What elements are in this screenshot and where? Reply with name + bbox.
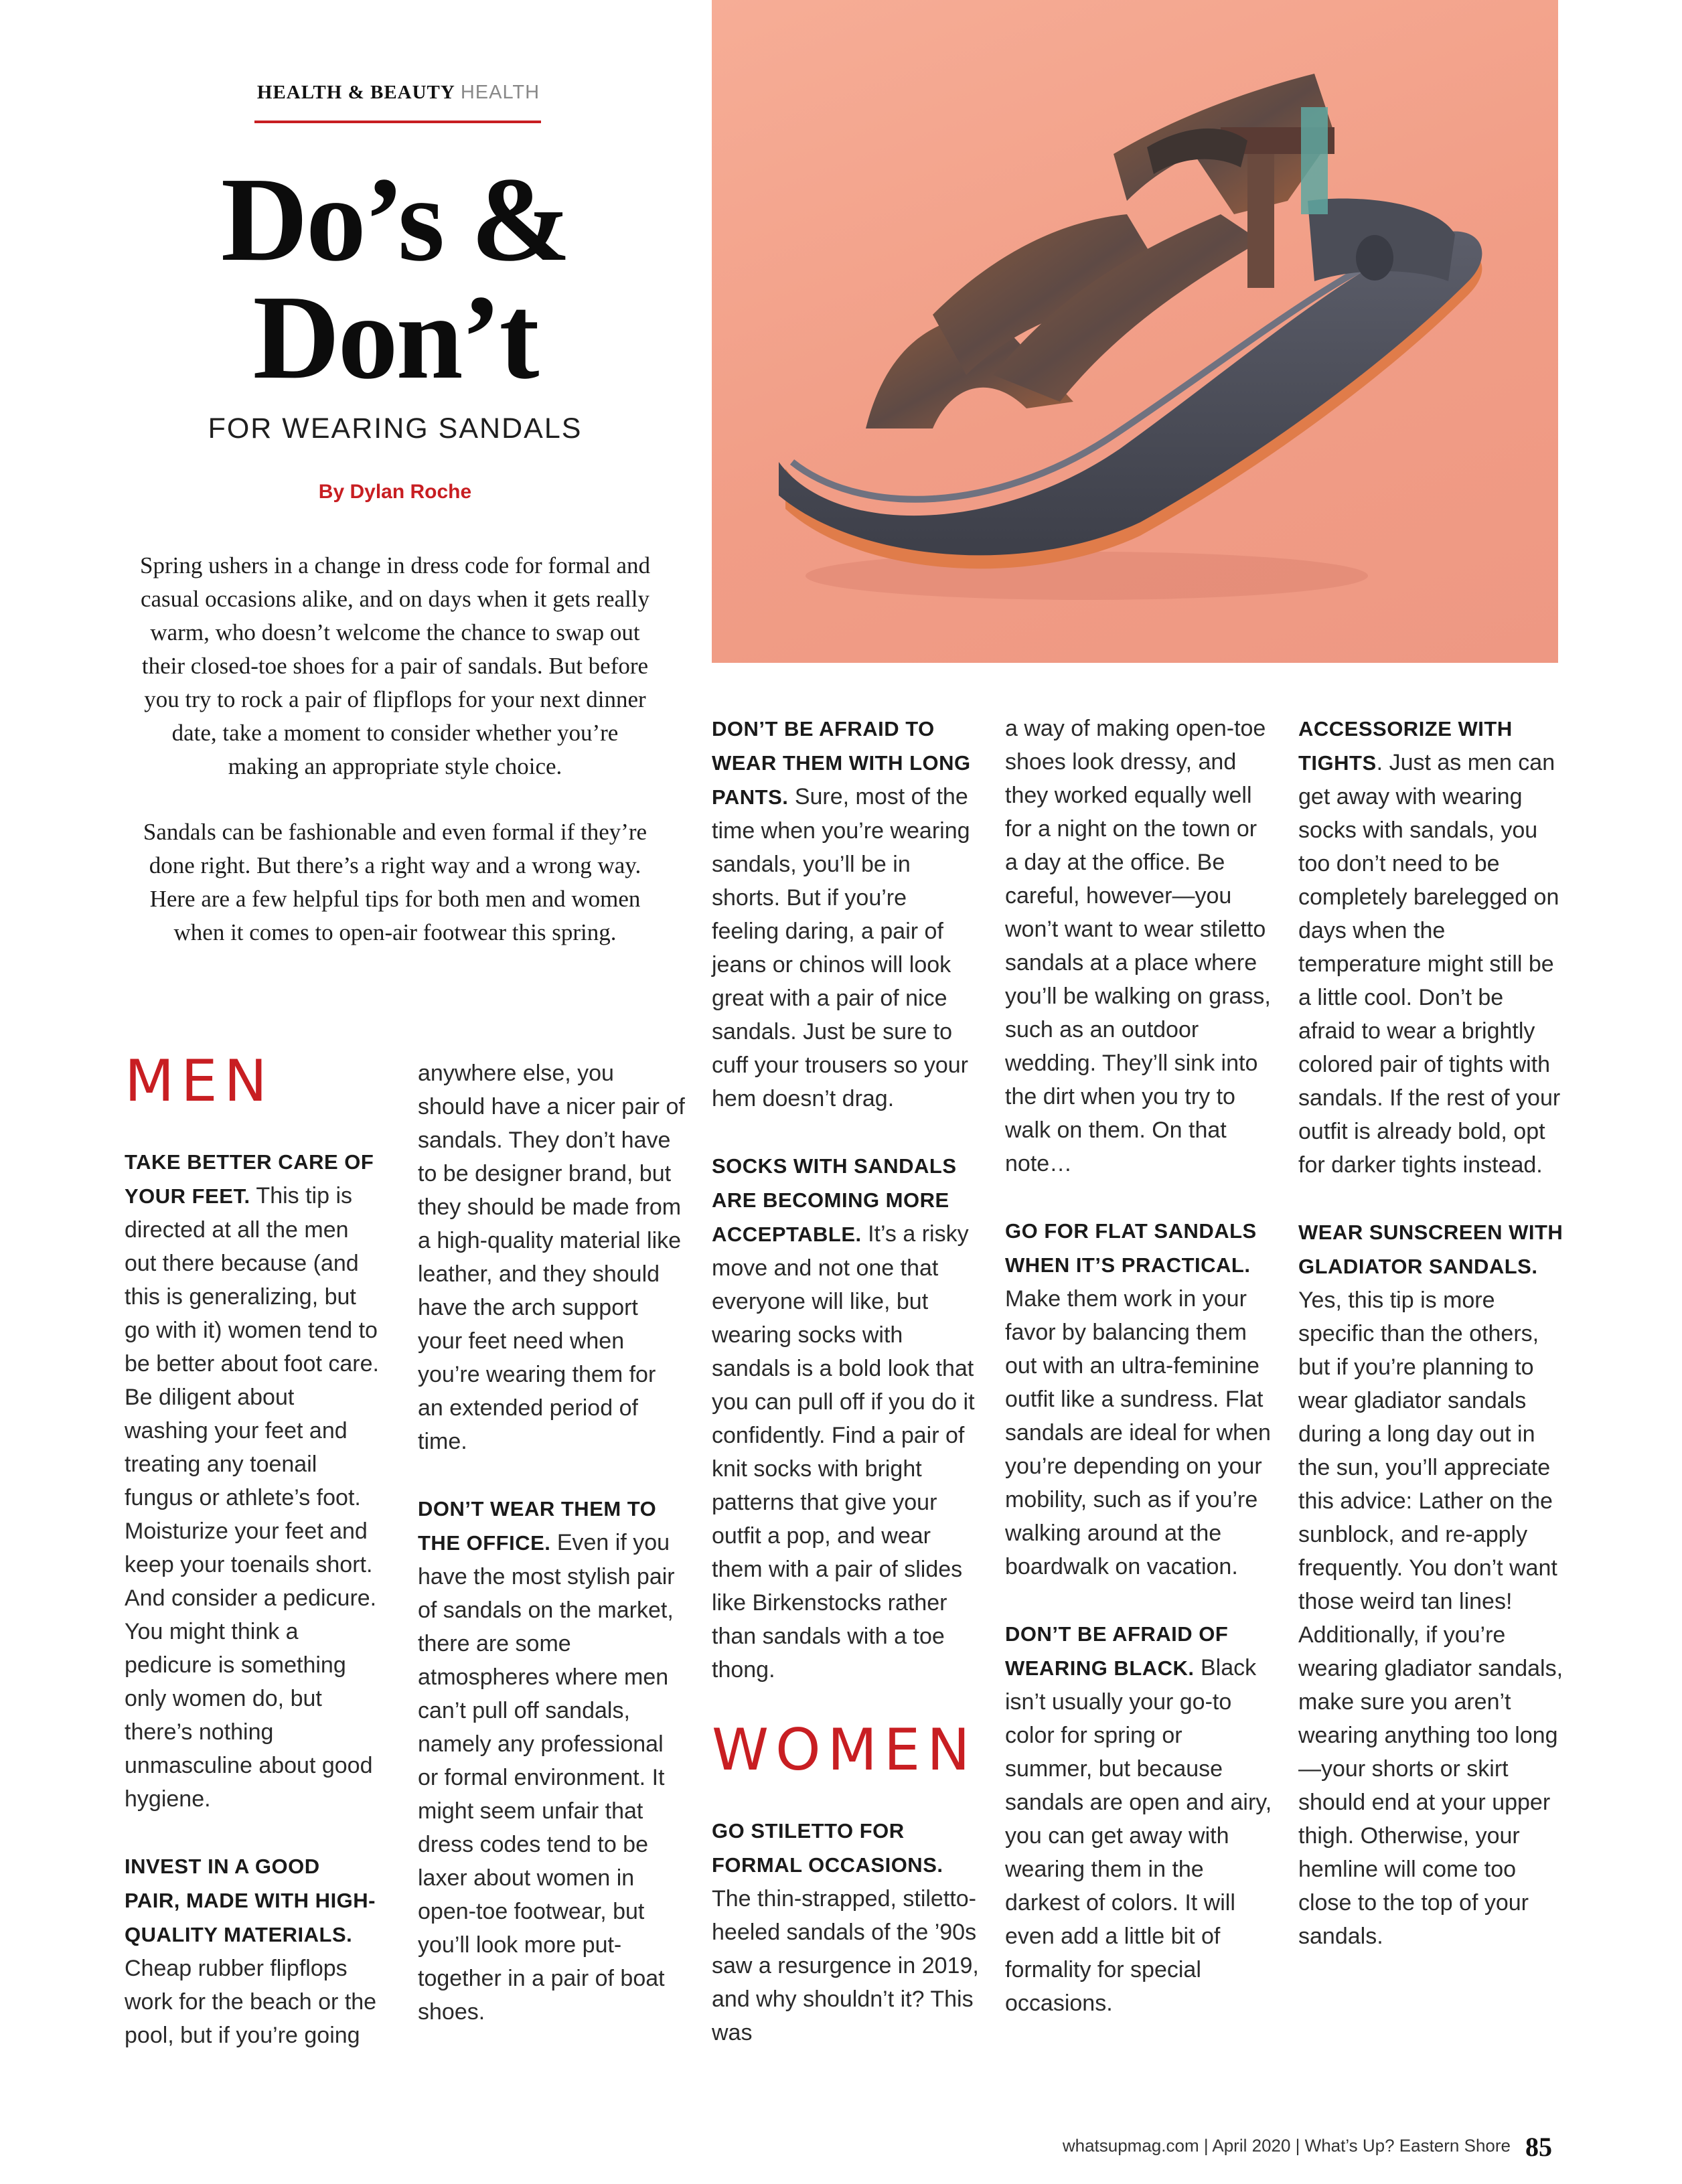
tip-body: This tip is directed at all the men out there because (and this is generalizing, but go with it) women tend to be better about foot care. Be diligent about washing your feet and treating any toenail fungus or athlete’s foot. Moisturize your feet and keep your toenails short. And consider a pedicure. You might think a pedicure is something only women do, but there’s nothing unmasculine about good hygiene. bbox=[125, 1183, 379, 1812]
tip-women-3 bbox=[1005, 1617, 1273, 2020]
title-line-1: Do’s & bbox=[220, 153, 570, 286]
page-number: 85 bbox=[1525, 2132, 1552, 2162]
men-heading: MEN bbox=[125, 1048, 274, 1115]
tip-men-1 bbox=[125, 1145, 379, 1816]
tip-heading: WEAR SUNSCREEN WITH GLADIATOR SANDALS. bbox=[1298, 1221, 1563, 1278]
title-line-2: Don’t bbox=[252, 270, 538, 404]
section-label bbox=[254, 82, 542, 104]
sandal-illustration bbox=[712, 0, 1558, 663]
sandal-photo bbox=[712, 0, 1558, 663]
tip-body: . Just as men can get away with wearing socks with sandals, you too don’t need to be completely barelegged on days when the temperature might still be a little cool. Don’t be afraid to wear a brightly colored pair of tights with sandals. If the rest of your outfit is already bold, opt for darker tights instead. bbox=[1298, 750, 1561, 1178]
tip-women-1 bbox=[712, 1814, 980, 2049]
tip-body: It’s a risky move and not one that everyone will like, but wearing socks with sandals is a bold look that you can pull off if you do it confidently. Find a pair of knit socks with bright patterns that give your outfit a pop, and wear them with a pair of slides like Birkenstocks rather than sandals with a toe thong. bbox=[712, 1221, 975, 1683]
tip-men-5 bbox=[712, 1149, 980, 1687]
tip-body: Cheap rubber flipflops work for the beach or the pool, but if you’re going bbox=[125, 1956, 377, 2048]
tip-heading: GO STILETTO FOR FORMAL OCCASIONS. bbox=[712, 1819, 943, 1877]
tip-body: The thin-strapped, stiletto-heeled sandals of the ’90s saw a resurgence in 2019, and why shouldn’t it? This was bbox=[712, 1886, 979, 2045]
column-4 bbox=[1005, 712, 1273, 2053]
intro-paragraph: Spring ushers in a change in dress code for formal and casual occasions alike, and on days when it gets really warm, who doesn’t welcome the chance to swap out their closed-toe shoes for a pair of sandals. But before you try to rock a pair of flipflops for your next dinner date, take a moment to consider whether you’re making an appropriate style choice. bbox=[139, 552, 650, 779]
tip-men-3 bbox=[418, 1492, 686, 2029]
tip-women-1-cont: a way of making open-toe shoes look dressy, and they worked equally well for a night on the town or a day at the office. Be careful, however—you won’t want to wear stiletto sandals at a place where you’ll be walking on grass, such as an outdoor wedding. They’ll sink into the dirt when you try to walk on them. On that note… bbox=[1005, 716, 1271, 1176]
column-5 bbox=[1298, 712, 1566, 1986]
tip-heading: GO FOR FLAT SANDALS WHEN IT’S PRACTICAL. bbox=[1005, 1219, 1257, 1277]
tip-women-5 bbox=[1298, 1215, 1566, 1953]
tip-body: Even if you have the most stylish pair of sandals on the market, there are some atmospheres where men can’t pull off sandals, namely any professional or formal environment. It might seem unfair that dress codes tend to be laxer about women in open-toe footwear, but you’ll look more put-together in a pair of boat shoes. bbox=[418, 1530, 675, 2025]
section-name: HEALTH & BEAUTY bbox=[256, 82, 455, 103]
tip-body: Make them work in your favor by balancing them out with an ultra-feminine outfit like a sundress. Flat sandals are ideal for when you’re depending on your mobility, such as if you’re walking around at the boardwalk on vacation. bbox=[1005, 1286, 1271, 1579]
section-rule bbox=[254, 121, 541, 123]
tip-heading: DON’T BE AFRAID OF WEARING BLACK. bbox=[1005, 1622, 1229, 1680]
tip-body: Sure, most of the time when you’re wearing sandals, you’ll be in shorts. But if you’re feeling daring, a pair of jeans or chinos will look great with a pair of nice sandals. Just be sure to cuff your trousers so your hem doesn’t drag. bbox=[712, 784, 970, 1111]
tip-heading: TAKE BETTER CARE OF YOUR FEET. bbox=[125, 1150, 374, 1208]
footer-text: whatsupmag.com | April 2020 | What’s Up? Eastern Shore bbox=[1062, 2135, 1511, 2156]
tip-heading: DON’T BE AFRAID TO WEAR THEM WITH LONG PANTS. bbox=[712, 717, 971, 809]
tip-women-4 bbox=[1298, 712, 1566, 1182]
tip-women-2 bbox=[1005, 1214, 1273, 1583]
article-title bbox=[167, 153, 623, 404]
tip-body: Black isn’t usually your go-to color for spring or summer, but because sandals are open and airy, you can get away with wearing them in the darkest of colors. It will even add a little bit of formality for special occasions. bbox=[1005, 1655, 1272, 2016]
article-subtitle: FOR WEARING SANDALS bbox=[208, 412, 583, 445]
column-3 bbox=[712, 712, 980, 2083]
tip-men-4 bbox=[712, 712, 980, 1115]
column-2 bbox=[418, 1057, 686, 2062]
byline: By Dylan Roche bbox=[318, 481, 472, 503]
tip-heading: DON’T WEAR THEM TO THE OFFICE. bbox=[418, 1497, 657, 1555]
subsection-name: HEALTH bbox=[460, 82, 540, 103]
tip-body: Yes, this tip is more specific than the others, but if you’re planning to wear gladiator sandals during a long day out in the sun, you’ll appreciate this advice: Lather on the sunblock, and re-apply frequently. You don’t want those weird tan lines! Additionally, if you’re wearing gladiator sandals, make sure you aren’t wearing anything too long—your shorts or skirt should end at your upper thigh. Otherwise, your hemline will come too close to the top of your sandals. bbox=[1298, 1288, 1563, 1949]
intro bbox=[137, 549, 653, 982]
tip-men-2 bbox=[125, 1849, 379, 2052]
women-heading: WOMEN bbox=[712, 1717, 977, 1784]
tip-heading: SOCKS WITH SANDALS ARE BECOMING MORE ACCEPTABLE. bbox=[712, 1154, 957, 1246]
page-footer bbox=[1063, 2131, 1552, 2163]
tip-heading: ACCESSORIZE WITH TIGHTS bbox=[1298, 717, 1513, 775]
tip-heading: INVEST IN A GOOD PAIR, MADE WITH HIGH-QUALITY MATERIALS. bbox=[125, 1855, 376, 1946]
column-1 bbox=[125, 1048, 379, 2086]
intro-paragraph: Sandals can be fashionable and even formal if they’re done right. But there’s a right way and a wrong way. Here are a few helpful tips for both men and women when it comes to open-air footwear this spring. bbox=[143, 819, 647, 945]
tip-men-2-cont: anywhere else, you should have a nicer pair of sandals. They don’t have to be designer brand, but they should be made from a high-quality material like leather, and they should have the arch support your feet need when you’re wearing them for an extended period of time. bbox=[418, 1061, 685, 1454]
